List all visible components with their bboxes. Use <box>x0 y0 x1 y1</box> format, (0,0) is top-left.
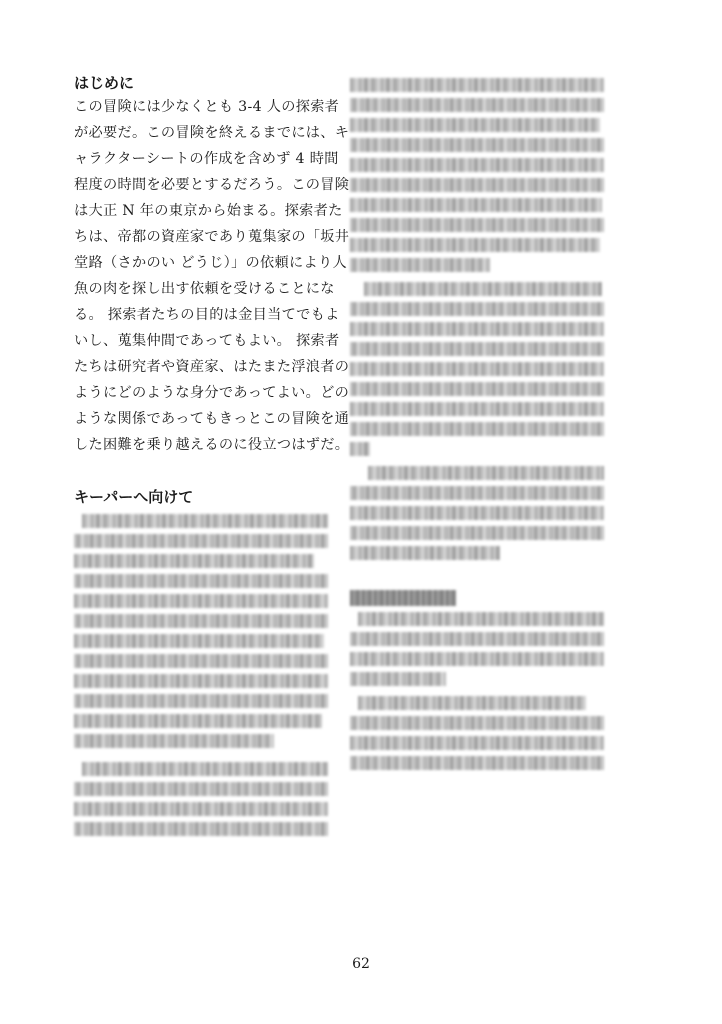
redacted-line <box>350 382 604 396</box>
redacted-line <box>358 612 604 626</box>
redacted-line <box>350 342 604 356</box>
text-line: した困難を乗り越えるのに役立つはずだ。 <box>74 437 350 453</box>
redacted-line <box>350 632 604 646</box>
redacted-line <box>350 756 604 770</box>
section-heading-keeper: キーパーへ向けて <box>74 488 194 506</box>
redacted-line <box>350 736 604 750</box>
redacted-paragraph <box>350 612 604 770</box>
redacted-line <box>350 98 604 112</box>
text-line: は大正 N 年の東京から始まる。探索者た <box>74 203 343 219</box>
text-line: たちは研究者や資産家、はたまた浮浪者の <box>74 359 350 375</box>
redacted-line <box>74 694 328 708</box>
redacted-line <box>350 238 600 252</box>
redacted-line <box>74 822 328 836</box>
text-line: この冒険には少なくとも 3-4 人の探索者 <box>74 99 340 115</box>
text-line: ちは、帝都の資産家であり蒐集家の「坂井 <box>74 229 350 245</box>
redacted-line <box>350 322 604 336</box>
redacted-line <box>82 514 328 528</box>
redacted-line <box>350 258 490 272</box>
redacted-line <box>350 486 604 500</box>
redacted-line <box>350 672 446 686</box>
redacted-line <box>350 652 604 666</box>
redacted-line <box>358 696 586 710</box>
redacted-paragraph <box>350 282 604 456</box>
left-column <box>74 72 350 842</box>
redacted-line <box>350 506 604 520</box>
text-line: ようにどのような身分であってよい。どの <box>74 385 350 401</box>
redacted-line <box>74 634 324 648</box>
redacted-line <box>350 362 604 376</box>
redacted-line <box>74 802 328 816</box>
redacted-line <box>74 574 328 588</box>
redacted-line <box>74 594 328 608</box>
redacted-line <box>364 282 602 296</box>
redacted-paragraph <box>350 466 604 560</box>
text-line: いし、蒐集仲間であってもよい。 探索者 <box>74 333 340 349</box>
redacted-line <box>350 158 604 172</box>
text-line: 魚の肉を探し出す依頼を受けることにな <box>74 281 335 297</box>
intro-paragraph <box>74 94 350 458</box>
redacted-line <box>350 422 604 436</box>
redacted-line <box>74 534 328 548</box>
section-heading-intro: はじめに <box>74 74 135 92</box>
redacted-line <box>74 714 322 728</box>
redacted-line <box>74 734 274 748</box>
redacted-line <box>368 466 604 480</box>
right-column <box>350 72 604 776</box>
redacted-line <box>350 442 370 456</box>
redacted-line <box>350 118 600 132</box>
page-number: 62 <box>352 956 370 972</box>
text-line: ような関係であってもきっとこの冒険を通 <box>74 411 350 427</box>
text-line: ャラクターシートの作成を含めず 4 時間 <box>74 151 339 167</box>
redacted-line <box>350 218 604 232</box>
redacted-heading <box>350 590 456 606</box>
redacted-line <box>74 674 328 688</box>
redacted-line <box>350 178 604 192</box>
redacted-line <box>350 138 604 152</box>
redacted-line <box>74 554 314 568</box>
redacted-line <box>350 302 604 316</box>
redacted-line <box>350 78 604 92</box>
text-line: る。 探索者たちの目的は金目当てでもよ <box>74 307 340 323</box>
redacted-line <box>74 614 328 628</box>
redacted-line <box>74 782 328 796</box>
redacted-paragraph <box>350 78 604 272</box>
redacted-line <box>350 526 604 540</box>
redacted-line <box>350 716 604 730</box>
redacted-keeper-text <box>74 514 332 836</box>
redacted-line <box>350 402 604 416</box>
text-line: 堂路（さかのい どうじ）」の依頼により人 <box>74 255 347 271</box>
redacted-line <box>74 654 328 668</box>
text-line: が必要だ。この冒険を終えるまでには、キ <box>74 125 350 141</box>
redacted-line <box>350 546 500 560</box>
redacted-line <box>350 198 602 212</box>
text-line: 程度の時間を必要とするだろう。この冒険 <box>74 177 350 193</box>
redacted-line <box>82 762 328 776</box>
